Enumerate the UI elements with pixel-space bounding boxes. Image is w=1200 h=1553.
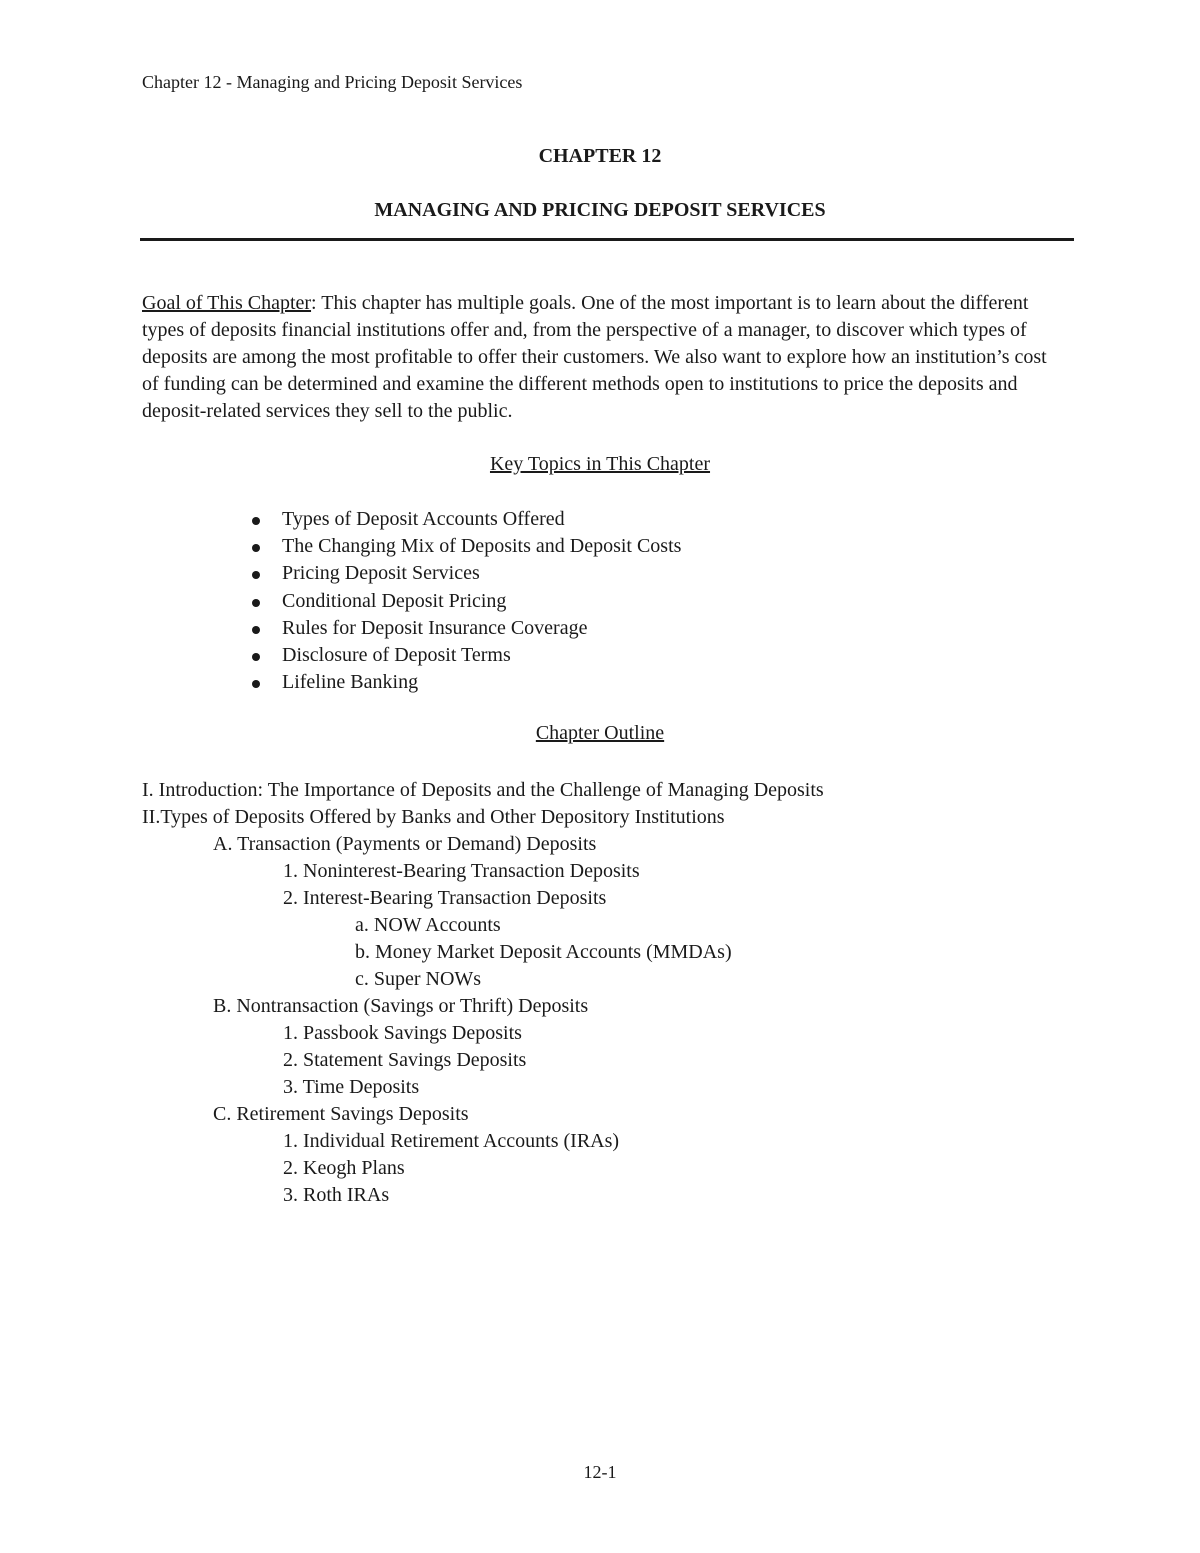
title-divider — [140, 238, 1074, 241]
bullet-icon — [252, 571, 260, 579]
bullet-icon — [252, 680, 260, 688]
outline-item-level-3: 2. Keogh Plans — [283, 1157, 405, 1179]
outline-item-level-3: 2. Statement Savings Deposits — [283, 1049, 527, 1071]
bullet-icon — [252, 653, 260, 661]
goal-label: Goal of This Chapter — [142, 292, 312, 314]
outline-item-level-1: I. Introduction: The Importance of Deposits and the Challenge of Managing Deposits — [142, 779, 824, 801]
chapter-title: MANAGING AND PRICING DEPOSIT SERVICES — [374, 199, 826, 221]
list-item: Pricing Deposit Services — [282, 560, 681, 587]
running-header: Chapter 12 - Managing and Pricing Deposit Services — [142, 72, 523, 92]
key-topics-heading: Key Topics in This Chapter — [489, 453, 711, 475]
list-item: Types of Deposit Accounts Offered — [282, 506, 681, 533]
outline-item-level-1: II.Types of Deposits Offered by Banks and Other Depository Institutions — [142, 806, 725, 828]
chapter-number: CHAPTER 12 — [538, 145, 662, 167]
outline-item-level-3: 1. Individual Retirement Accounts (IRAs) — [283, 1130, 620, 1152]
key-topics-list — [282, 506, 681, 696]
outline-item-level-4: c. Super NOWs — [355, 968, 482, 990]
goal-paragraph — [142, 290, 1062, 425]
outline-item-level-3: 1. Noninterest-Bearing Transaction Deposits — [283, 860, 640, 882]
list-item: Lifeline Banking — [282, 669, 681, 696]
list-item: Rules for Deposit Insurance Coverage — [282, 615, 681, 642]
chapter-outline-heading: Chapter Outline — [535, 722, 665, 744]
bullet-icon — [252, 626, 260, 634]
outline-item-level-4: a. NOW Accounts — [355, 914, 501, 936]
bullet-icon — [252, 544, 260, 552]
outline-item-level-4: b. Money Market Deposit Accounts (MMDAs) — [355, 941, 732, 963]
outline-item-level-3: 3. Roth IRAs — [283, 1184, 390, 1206]
outline-item-level-2: A. Transaction (Payments or Demand) Deposits — [213, 833, 597, 855]
outline-item-level-2: C. Retirement Savings Deposits — [213, 1103, 469, 1125]
page-number: 12-1 — [583, 1462, 617, 1482]
outline-item-level-3: 2. Interest-Bearing Transaction Deposits — [283, 887, 607, 909]
outline-item-level-2: B. Nontransaction (Savings or Thrift) Deposits — [213, 995, 589, 1017]
outline-item-level-3: 1. Passbook Savings Deposits — [283, 1022, 522, 1044]
bullet-icon — [252, 517, 260, 525]
list-item: Disclosure of Deposit Terms — [282, 642, 681, 669]
outline-item-level-3: 3. Time Deposits — [283, 1076, 420, 1098]
list-item: The Changing Mix of Deposits and Deposit Costs — [282, 533, 681, 560]
bullet-icon — [252, 599, 260, 607]
goal-text: : This chapter has multiple goals. One of the most important is to learn about the different types of deposits financial institutions offer and, from the perspective of a manager, to discover which types of deposits are among the most profitable to offer their customers. We also want to explore how an institution’s cost of funding can be determined and examine the different methods open to institutions to price the deposits and deposit-related services they sell to the public. — [142, 292, 1047, 422]
list-item: Conditional Deposit Pricing — [282, 588, 681, 615]
